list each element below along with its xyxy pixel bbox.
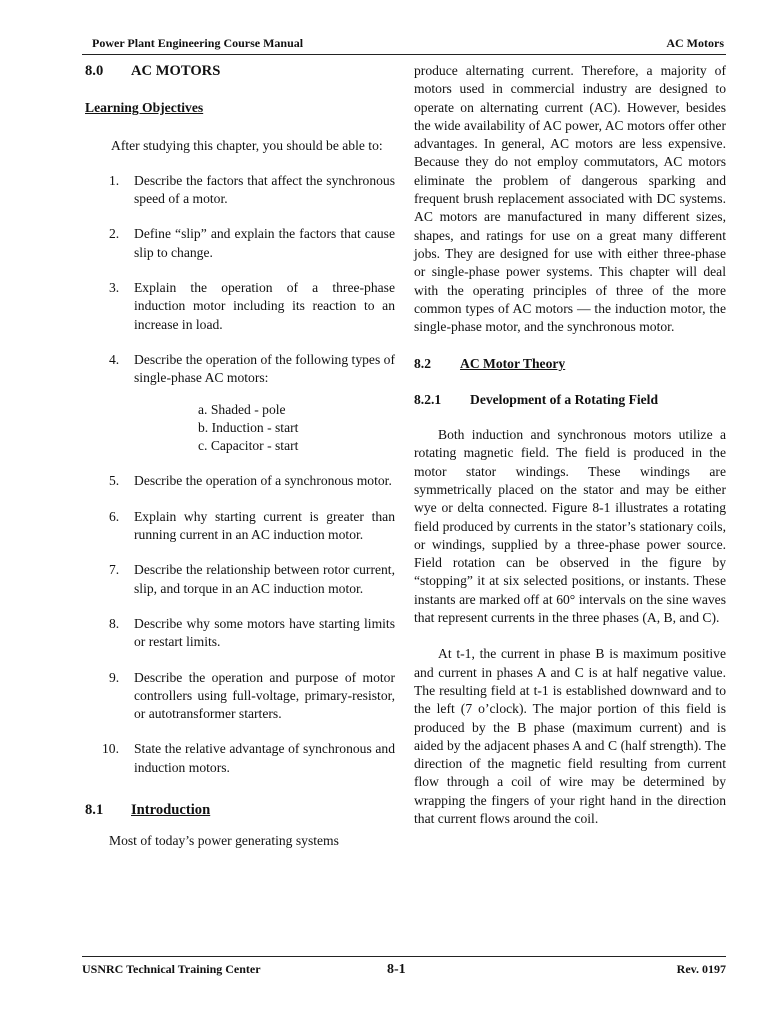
- objective-item: [85, 472, 395, 490]
- introduction-paragraph: Most of today’s power generating systems: [109, 833, 339, 849]
- sub-list-item: c. Capacitor - start: [198, 438, 299, 454]
- page-header: [82, 34, 724, 52]
- objective-number: 10.: [102, 741, 119, 757]
- section-8-1-heading: [85, 801, 395, 819]
- footer-rule: [82, 956, 726, 957]
- section-number: 8.0: [85, 63, 104, 79]
- section-title: Introduction: [131, 802, 211, 819]
- objectives-list: [85, 172, 395, 777]
- objective-number: 9.: [109, 669, 120, 685]
- section-number: 8.1: [85, 802, 104, 819]
- objective-text: Explain the operation of a three-phase induction motor including its reaction to an increase in load.: [134, 280, 395, 332]
- objective-item: [85, 351, 395, 455]
- left-column: [85, 62, 395, 851]
- objective-text: State the relative advantage of synchronous and induction motors.: [134, 741, 395, 775]
- objective-item: [85, 669, 395, 724]
- objective-item: [85, 615, 395, 652]
- objective-number: 1.: [109, 172, 120, 188]
- section-title: AC Motor Theory: [460, 356, 566, 372]
- header-rule: [82, 54, 726, 55]
- objective-text: Explain why starting current is greater than running current in an AC induction motor.: [134, 508, 395, 543]
- header-chapter-title: AC Motors: [666, 36, 724, 50]
- sub-list-item: a. Shaded - pole: [198, 401, 286, 417]
- objective-text: Describe the operation of the following types of single-phase AC motors:: [134, 351, 395, 386]
- right-column: [414, 62, 726, 828]
- objective-number: 2.: [109, 226, 120, 242]
- objective-number: 5.: [109, 473, 120, 489]
- section-number: 8.2.1: [414, 391, 442, 407]
- objective-item: [85, 508, 395, 545]
- objective-number: 3.: [109, 280, 120, 296]
- objective-item: [85, 172, 395, 209]
- objective-item: [85, 225, 395, 262]
- page-number: 8-1: [387, 962, 406, 977]
- sub-list-item: b. Induction - start: [198, 419, 299, 435]
- objective-number: 7.: [109, 562, 120, 578]
- objective-item: [85, 740, 395, 777]
- objective-text: Describe the relationship between rotor current, slip, and torque in an AC induction motor.: [134, 562, 395, 596]
- section-8-2-heading: [414, 355, 726, 373]
- introduction-continued-paragraph: produce alternating current. Therefore, a majority of motors used in commercial industry are designed to operate on alternating current (AC). However, besides the wide availability of AC power, AC motors offer other advantages. In general, AC motors are less expensive. Because they do not employ commutators, AC motors eliminate the problem of dangerous sparking and frequent brush replacement associated with DC systems. AC motors are manufactured in many different sizes, shapes, and ratings for use on a great many different jobs. They are designed for use with either three-phase or single-phase power systems. This chapter will deal with the operating principles of three of the more common types of AC motors — the induction motor, the single-phase motor, and the synchronous motor.: [414, 63, 726, 335]
- objective-text: Describe the operation and purpose of motor controllers using full-voltage, primary-resistor, or autotransformer starters.: [134, 669, 395, 722]
- objectives-intro: After studying this chapter, you should be able to:: [111, 137, 383, 153]
- phase-current-paragraph: At t-1, the current in phase B is maximum positive and current in phases A and C is at half negative value. The resulting field at t-1 is established downward and to the left (7 o’clock). The major portion of this field is produced by the B phase (maximum current) and is aided by the adjacent phases A and C (half strength). The direction of the magnetic field resulting from current flow through a coil of wire may be determined by wrapping the fingers of your right hand in the direction that current flows around the coil.: [414, 646, 726, 826]
- objective-item: [85, 279, 395, 334]
- objective-text: Describe why some motors have starting limits or restart limits.: [134, 615, 395, 650]
- objective-text: Define “slip” and explain the factors that cause slip to change.: [134, 226, 395, 260]
- motor-types-sublist: [134, 401, 395, 456]
- learning-objectives-heading: Learning Objectives: [85, 100, 204, 116]
- objective-item: [85, 561, 395, 598]
- section-8-0-heading: [85, 62, 395, 80]
- footer-organization: USNRC Technical Training Center: [82, 962, 261, 976]
- section-8-2-1-heading: [414, 391, 726, 409]
- header-course-title: Power Plant Engineering Course Manual: [92, 36, 304, 50]
- objective-number: 4.: [109, 351, 120, 367]
- rotating-field-paragraph: Both induction and synchronous motors utilize a rotating magnetic field. The field is produced in the motor stator windings. These windings are symmetrically placed on the stator and may be either wye or delta connected. Figure 8-1 illustrates a rotating field produced by currents in the stator’s stationary coils, or windings, supplied by a three-phase power source. Field rotation can be observed in the figure by “stopping” it at six selected positions, or instants. These instants are marked off at 60° intervals on the sine waves that represent currents in the three phases (A, B, and C).: [414, 427, 726, 626]
- objective-number: 6.: [109, 508, 120, 524]
- revision-number: Rev. 0197: [676, 962, 726, 976]
- objective-number: 8.: [109, 615, 120, 631]
- section-number: 8.2: [414, 356, 431, 372]
- section-title: AC MOTORS: [131, 63, 221, 79]
- objective-text: Describe the factors that affect the synchronous speed of a motor.: [134, 172, 395, 207]
- section-title: Development of a Rotating Field: [470, 391, 659, 407]
- objective-text: Describe the operation of a synchronous motor.: [134, 473, 392, 489]
